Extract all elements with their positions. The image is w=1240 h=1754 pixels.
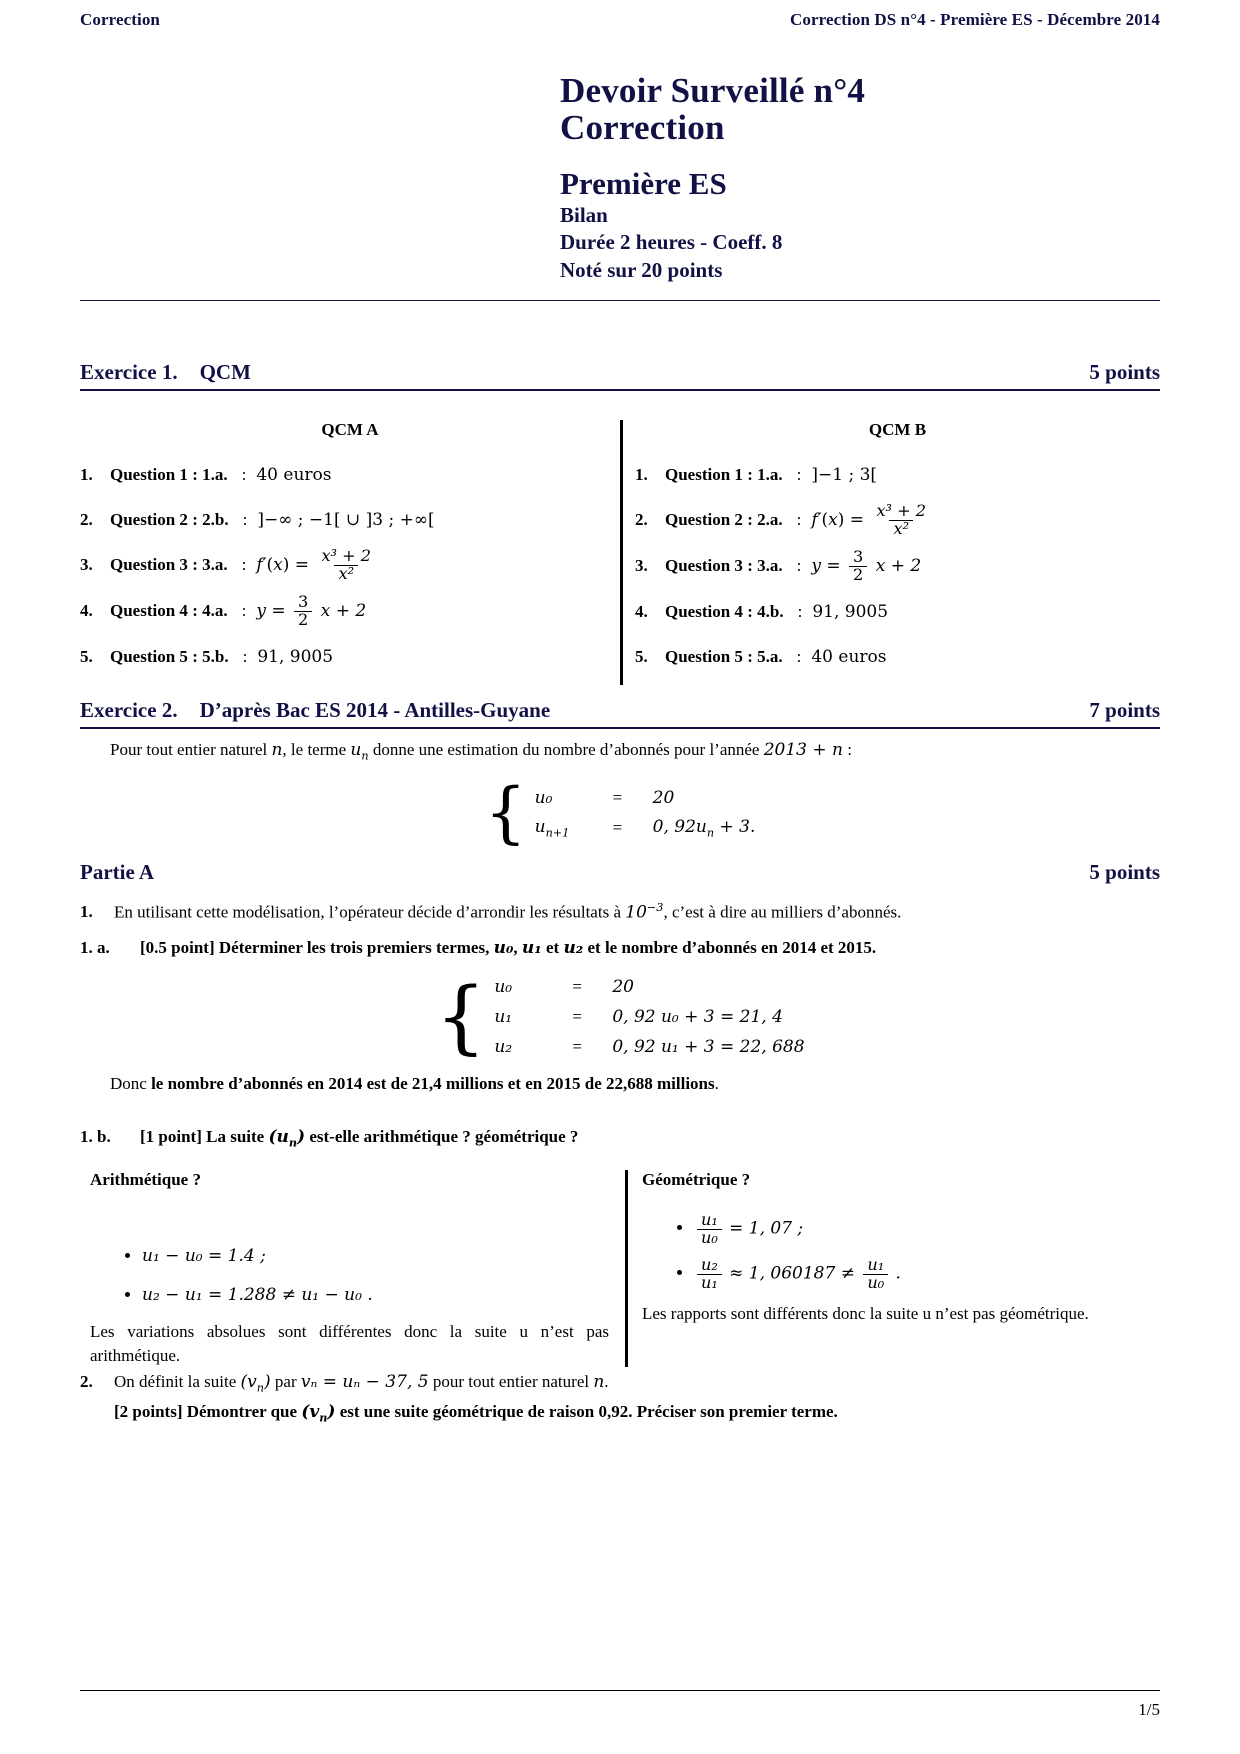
qcm-a-item-choice: 4.a. (202, 601, 228, 621)
qcm-b-item-choice: 1.a. (757, 465, 783, 484)
arithmetic-bullet (142, 1242, 625, 1271)
exercise-1-points: 5 points (1089, 360, 1160, 384)
fraction (697, 1254, 722, 1292)
qcm-b-item-question: Question 3 (665, 556, 743, 576)
document-title-line2: Correction (560, 108, 725, 148)
fraction-numerator: x³ + 2 (876, 501, 927, 520)
recurrence-system (0, 774, 1240, 851)
question-2-vn-open: (v (240, 1372, 257, 1392)
system-row1-rhs: 20 (652, 788, 675, 808)
partie-a-question-2 (80, 1370, 1160, 1397)
intro-year-expression: 2013 + n (763, 740, 843, 760)
question-2-vn-close: ) (264, 1372, 271, 1392)
question-2-variable-n: n (593, 1372, 605, 1392)
question-1b-text-b: est-elle arithmétique ? géométrique ? (305, 1127, 579, 1146)
document-title (560, 72, 865, 146)
geometric-bullet-2-middle: ≈ 1, 060187 ≠ (729, 1263, 861, 1284)
exam-scoring: Noté sur 20 points (560, 257, 723, 282)
qcm-a-item: 3. Question 3 : 3.a. : f′(x) = $\frac{\text{x³ + 2}}{\text{x²}}$ (80, 548, 620, 583)
question-1a-u2: u₂ (563, 938, 584, 958)
arith-geom-comparison (90, 1170, 1160, 1367)
qcm-b-title: QCM B (868, 420, 927, 439)
question-1b-number: 1. b. (80, 1127, 111, 1146)
calc-row1-lhs: u₀ (494, 977, 513, 997)
system-row1-lhs: u₀ (534, 788, 553, 808)
calc-row2-lhs: u₁ (494, 1007, 513, 1027)
qcm-b-item-answer: ]−1 ; 3[ (811, 465, 878, 485)
exercise-1-label: Exercice 1. (80, 360, 178, 384)
question-1a-u0: u₀ (493, 938, 514, 958)
intro-term-u-subscript: n (361, 749, 369, 763)
fraction (294, 591, 312, 629)
computed-terms-system (0, 972, 1240, 1062)
donc-statement: le nombre d’abonnés en 2014 est de 21,4 millions et en 2015 de 22,688 millions (151, 1074, 715, 1093)
exam-kind: Bilan (560, 202, 608, 227)
calc-row3-lhs: u₂ (494, 1037, 513, 1057)
question-1a-number: 1. a. (80, 938, 110, 957)
arithmetic-heading: Arithmétique ? (90, 1170, 201, 1189)
arithmetic-column (90, 1170, 625, 1367)
question-2-formula: vₙ = uₙ − 37, 5 (300, 1372, 429, 1392)
partie-a-header (80, 860, 1160, 885)
question-2-text-d: . (604, 1372, 609, 1391)
geometric-bullet-1-tail: = 1, 07 ; (729, 1218, 804, 1239)
qcm-a-item-number: 2. (80, 510, 93, 529)
calc-row1-rhs: 20 (612, 977, 634, 997)
qcm-b-item-number: 1. (635, 465, 648, 484)
exercise-2-name: D’après Bac ES 2014 - Antilles-Guyane (199, 698, 551, 722)
qcm-b-item-choice: 5.a. (757, 646, 783, 666)
qcm-a-item: 4. Question 4 : 4.a. : y = $\frac{3}{2}$ x + 2 (80, 591, 367, 629)
question-1-power-base: 10 (625, 902, 647, 923)
intro-text-c: donne une estimation du nombre d’abonnés pour l’année (368, 740, 764, 759)
partie-a-question-1a (80, 936, 1160, 961)
fraction (697, 1212, 722, 1247)
geometric-bullets (642, 1212, 1160, 1292)
exercise-1-rule (80, 389, 1160, 391)
qcm-b-item: 3. Question 3 : 3.a. : y = $\frac{3}{2}$ x + 2 (635, 546, 922, 584)
fraction-denominator: u₀ (863, 1274, 888, 1292)
question-2b-vn-subscript: n (319, 1410, 328, 1425)
page-number: 1/5 (1138, 1700, 1160, 1719)
geometric-conclusion: Les rapports sont différents donc la suite u n’est pas géométrique. (642, 1303, 1089, 1323)
qcm-b-item-number: 2. (635, 510, 648, 530)
fraction (317, 548, 375, 583)
question-2-vn-subscript: n (256, 1381, 265, 1395)
system-row2-rhs: 0, 92u (652, 816, 707, 837)
qcm-a-item: 2. Question 2 : 2.b. : ]−∞ ; −1[ ∪ ]3 ; +∞[ (80, 510, 435, 530)
geometric-bullet-2-end: . (895, 1263, 901, 1284)
fraction-denominator: x² (889, 520, 913, 538)
qcm-a-item-question: Question 3 (110, 555, 188, 575)
qcm-a-item-choice: 2.b. (202, 510, 229, 529)
qcm-b-item-answer: 40 euros (811, 646, 887, 667)
fraction-denominator: u₁ (697, 1274, 722, 1292)
donc-suffix: . (714, 1074, 719, 1093)
fraction-numerator: 3 (853, 546, 864, 566)
question-1-power-exponent: −3 (646, 901, 664, 914)
fraction-denominator: 2 (294, 611, 312, 629)
partie-a-points: 5 points (1089, 860, 1160, 884)
question-1b-text-a: [1 point] La suite (140, 1127, 269, 1146)
exercise-1-header (80, 360, 1160, 391)
qcm-columns (80, 420, 1160, 685)
arithmetic-conclusion: Les variations absolues sont différentes donc la suite u n’est pas arithmétique. (90, 1321, 609, 1365)
intro-text-d: : (843, 740, 852, 759)
system-row2-rhs-subscript: n (706, 826, 715, 840)
running-header-right: Correction DS n°4 - Première ES - Décembre 2014 (790, 10, 1160, 29)
qcm-b-item: 5. Question 5 : 5.a. : 40 euros (635, 646, 887, 667)
question-1a-sep1: , (513, 938, 522, 957)
qcm-b-column (620, 420, 1160, 685)
calc-row2-rhs: 0, 92 u₀ + 3 = 21, 4 (612, 1007, 783, 1027)
qcm-b-item: 4. Question 4 : 4.b. : 91, 9005 (635, 601, 889, 622)
qcm-b-item-answer: y = $\frac{3}{2}$ x + 2 (811, 546, 922, 584)
qcm-b-item-answer-tail: x + 2 (875, 555, 922, 576)
conclusion-donc (110, 1072, 1160, 1097)
intro-term-u: u (350, 740, 362, 760)
question-2-text-b: par (270, 1372, 301, 1391)
question-1a-sep2: et (541, 938, 564, 957)
question-1b-un-close: ) (297, 1127, 306, 1147)
fraction-numerator: 3 (298, 591, 309, 611)
qcm-a-item-answer: y = $\frac{3}{2}$ x + 2 (256, 591, 367, 629)
qcm-b-item-question: Question 2 (665, 510, 743, 530)
geometric-column (625, 1170, 1160, 1367)
qcm-a-item-question: Question 4 (110, 601, 188, 621)
exercise-2-points: 7 points (1089, 698, 1160, 722)
fraction-denominator: u₀ (697, 1229, 722, 1247)
geometric-bullet (694, 1212, 1160, 1247)
qcm-a-column (80, 420, 620, 685)
system-brace: { (484, 774, 527, 851)
calc-row3-rhs: 0, 92 u₁ + 3 = 22, 688 (612, 1037, 805, 1057)
calc-row2-equals: = (572, 1007, 582, 1026)
document-title-line1: Devoir Surveillé n°4 (560, 71, 866, 110)
header-divider (80, 300, 1160, 301)
qcm-b-item: 2. Question 2 : 2.a. : f′(x) = $\frac{\text{x³ + 2}}{\text{x²}}$ (635, 503, 1160, 538)
arithmetic-bullet-1-math: u₁ − u₀ = 1.4 ; (142, 1246, 266, 1266)
qcm-b-item: 1. Question 1 : 1.a. : ]−1 ; 3[ (635, 465, 878, 485)
question-1a-text-b: et le nombre d’abonnés en 2014 et 2015. (583, 938, 877, 957)
qcm-a-item-number: 4. (80, 601, 93, 621)
system-row1-equals: = (612, 788, 623, 807)
question-1-number: 1. (80, 902, 93, 921)
question-1-text-a: En utilisant cette modélisation, l’opérateur décide d’arrondir les résultats à (114, 902, 626, 922)
partie-a-question-2b (80, 1400, 1160, 1426)
question-1b-un-subscript: n (288, 1135, 298, 1150)
fraction-numerator: • u₂ (701, 1254, 718, 1274)
fraction-numerator: u₁ (867, 1254, 885, 1274)
question-2-text-a: On définit la suite (114, 1372, 241, 1391)
qcm-b-item-question: Question 5 (665, 646, 743, 666)
intro-text-b: , le terme (282, 740, 351, 759)
exercise-2-rule (80, 727, 1160, 729)
exercise-2-label: Exercice 2. (80, 698, 178, 722)
fraction (863, 1254, 888, 1292)
qcm-b-item-choice: 3.a. (757, 556, 783, 576)
question-1a-u1: u₁ (521, 938, 542, 958)
qcm-a-item-answer: 40 euros (256, 465, 332, 485)
fraction (849, 546, 867, 584)
qcm-a-item-answer: 91, 9005 (257, 646, 334, 667)
arithmetic-bullets (90, 1242, 625, 1310)
qcm-b-item-answer: 91, 9005 (812, 601, 889, 622)
question-1-text-b: , c’est à dire au milliers d’abonnés. (663, 902, 902, 922)
qcm-a-item: 1. Question 1 : 1.a. : 40 euros (80, 465, 332, 485)
qcm-a-item-number: 3. (80, 555, 93, 575)
exercise-2-intro (110, 738, 1160, 765)
exercise-1-name: QCM (199, 360, 251, 384)
partie-a-title: Partie A (80, 860, 155, 884)
qcm-b-item-choice: 2.a. (757, 510, 783, 530)
qcm-a-item-answer-tail: x + 2 (320, 600, 367, 621)
fraction (872, 503, 930, 538)
calc-row1-equals: = (572, 977, 582, 996)
arithmetic-bullet (142, 1281, 625, 1310)
fraction-denominator: x² (334, 565, 358, 583)
qcm-a-item-question: Question 5 (110, 646, 188, 666)
exam-duration: Durée 2 heures - Coeff. 8 (560, 230, 783, 255)
fraction-numerator: x³ + 2 (321, 546, 372, 565)
qcm-a-item-answer: f′(x) = $\frac{\text{x³ + 2}}{\text{x²}}$ (256, 548, 378, 583)
question-2-text-c: pour tout entier naturel (428, 1372, 594, 1391)
question-2b-vn-close: ) (327, 1402, 336, 1422)
computed-system-brace: { (435, 970, 487, 1063)
partie-a-question-1b (80, 1125, 1160, 1151)
question-2b-text-b: est une suite géométrique de raison 0,92. Préciser son premier terme. (335, 1402, 838, 1421)
system-row2-rhs-tail: + 3. (714, 816, 756, 837)
system-row2-equals: = (612, 818, 623, 837)
qcm-b-item-number: 4. (635, 601, 648, 621)
qcm-a-item-choice: 3.a. (202, 555, 228, 575)
qcm-a-item-choice: 1.a. (202, 465, 228, 484)
qcm-b-item-choice: 4.b. (757, 601, 784, 621)
geometric-heading: Géométrique ? (642, 1170, 751, 1189)
partie-a-question-1 (80, 900, 1160, 925)
qcm-a-item-number: 5. (80, 646, 93, 666)
class-level: Première ES (560, 166, 727, 202)
exercise-2-header (80, 698, 1160, 729)
geometric-bullet (694, 1254, 1160, 1292)
calc-row3-equals: = (572, 1037, 582, 1056)
qcm-a-item-number: 1. (80, 465, 93, 484)
question-1b-un-open: (u (268, 1127, 289, 1147)
qcm-b-item-number: 5. (635, 646, 648, 666)
qcm-a-item-choice: 5.b. (202, 646, 229, 666)
intro-text-a: Pour tout entier naturel (110, 740, 272, 759)
qcm-a-item: 5. Question 5 : 5.b. : 91, 9005 (80, 646, 334, 667)
qcm-b-item-question: Question 1 (665, 465, 743, 484)
title-block (560, 72, 865, 284)
donc-prefix: Donc (110, 1074, 152, 1093)
qcm-b-item-number: 3. (635, 556, 648, 576)
qcm-b-item-question: Question 4 (665, 601, 743, 621)
running-header-left: Correction (80, 10, 160, 29)
arithmetic-bullet-2-math: u₂ − u₁ = 1.288 ≠ u₁ − u₀ . (142, 1284, 373, 1305)
question-2b-vn-open: (v (301, 1402, 320, 1422)
qcm-a-item-question: Question 2 (110, 510, 188, 529)
question-2b-text-a: [2 points] Démontrer que (114, 1402, 302, 1421)
running-header (80, 10, 1160, 30)
fraction-denominator: 2 (849, 566, 867, 584)
qcm-a-item-question: Question 1 (110, 465, 188, 484)
system-row2-lhs-subscript: n+1 (545, 826, 570, 840)
fraction-numerator: • u₁ (701, 1210, 718, 1229)
footer-divider (80, 1690, 1160, 1691)
qcm-a-title: QCM A (321, 420, 379, 439)
question-2-number: 2. (80, 1372, 93, 1391)
qcm-b-item-answer: f′(x) = $\frac{\text{x³ + 2}}{\text{x²}}$ (811, 503, 933, 538)
question-1a-text-a: [0.5 point] Déterminer les trois premiers termes, (140, 938, 494, 957)
qcm-a-item-answer: ]−∞ ; −1[ ∪ ]3 ; +∞[ (257, 510, 435, 530)
system-row2-lhs: u (534, 816, 546, 837)
intro-variable-n: n (271, 740, 283, 760)
